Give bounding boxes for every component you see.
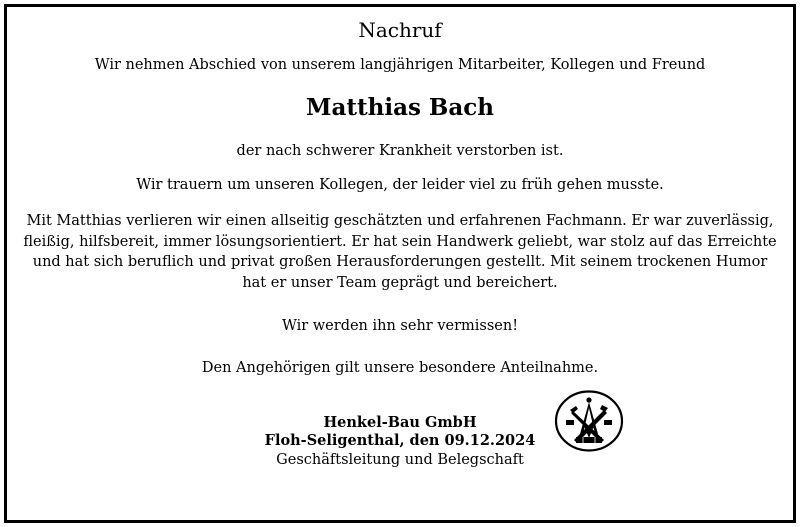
- sympathy-line: Den Angehörigen gilt unsere besondere Anteilnahme.: [201, 360, 599, 376]
- tribute-line: fleißig, hilfsbereit, immer lösungsorientiert. Er hat sein Handwerk geliebt, war stolz auf das Erreichte: [23, 233, 777, 250]
- signed-by: Geschäftsleitung und Belegschaft: [276, 452, 524, 468]
- masonry-guild-emblem-icon: [554, 390, 624, 452]
- tribute-line: hat er unser Team geprägt und bereichert.: [242, 274, 558, 291]
- miss-line: Wir werden ihn sehr vermissen!: [281, 318, 519, 334]
- place-date: Floh-Seligenthal, den 09.12.2024: [264, 432, 536, 449]
- notice-heading: Nachruf: [358, 18, 442, 42]
- tribute-line: Mit Matthias verlieren wir einen allseitig geschätzten und erfahrenen Fachmann. Er war zuverlässig,: [26, 213, 774, 229]
- tribute-paragraph: [20, 211, 780, 293]
- tribute-line: und hat sich beruflich und privat großen Herausforderungen gestellt. Mit seinem trockenen Humor: [32, 254, 768, 270]
- mourning-line: Wir trauern um unseren Kollegen, der leider viel zu früh gehen musste.: [136, 177, 664, 193]
- company-name: Henkel-Bau GmbH: [323, 414, 477, 431]
- notice-intro: Wir nehmen Abschied von unserem langjährigen Mitarbeiter, Kollegen und Freund: [94, 57, 706, 73]
- deceased-name: Matthias Bach: [306, 94, 494, 121]
- illness-line: der nach schwerer Krankheit verstorben ist.: [236, 143, 564, 159]
